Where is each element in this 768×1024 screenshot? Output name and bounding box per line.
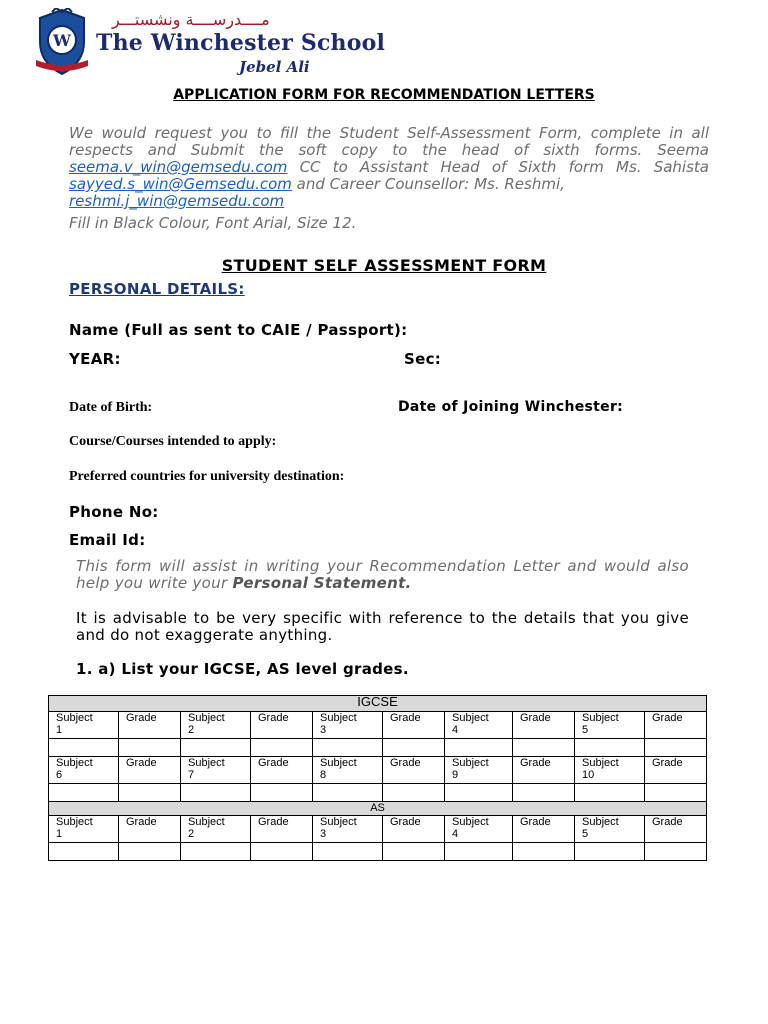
- grade-label-cell: Grade: [645, 816, 707, 843]
- subject-cell: Subject 8: [313, 757, 383, 784]
- table-row-input: [49, 843, 707, 861]
- grade-input-cell[interactable]: [645, 739, 707, 757]
- grade-label-cell: Grade: [383, 816, 445, 843]
- grade-label-cell: Grade: [645, 757, 707, 784]
- subject-input-cell[interactable]: [49, 843, 119, 861]
- email-link-seema[interactable]: seema.v_win@gemsedu.com: [69, 158, 288, 176]
- subject-cell: Subject 10: [575, 757, 645, 784]
- subject-cell: Subject 4: [445, 816, 513, 843]
- subject-input-cell[interactable]: [181, 784, 251, 802]
- subject-cell: Subject 1: [49, 712, 119, 739]
- subject-input-cell[interactable]: [49, 739, 119, 757]
- grade-label-cell: Grade: [383, 757, 445, 784]
- grade-label-cell: Grade: [119, 712, 181, 739]
- form-title: STUDENT SELF ASSESSMENT FORM: [221, 256, 547, 275]
- grade-input-cell[interactable]: [119, 843, 181, 861]
- grade-input-cell[interactable]: [119, 784, 181, 802]
- subject-cell: Subject 5: [575, 712, 645, 739]
- subject-cell: Subject 2: [181, 816, 251, 843]
- intro-text-cc: CC to Assistant Head of Sixth form Ms. Sahista: [287, 158, 709, 176]
- grade-label-cell: Grade: [383, 712, 445, 739]
- subject-input-cell[interactable]: [575, 739, 645, 757]
- igcse-header: IGCSE: [49, 696, 707, 712]
- subject-input-cell[interactable]: [181, 739, 251, 757]
- grade-input-cell[interactable]: [513, 784, 575, 802]
- joining-date-field-label: Date of Joining Winchester:: [398, 399, 624, 415]
- subject-input-cell[interactable]: [313, 843, 383, 861]
- subject-cell: Subject 2: [181, 712, 251, 739]
- intro-paragraph: [69, 125, 709, 210]
- year-field-label: YEAR:: [69, 350, 121, 368]
- dob-field-label: Date of Birth:: [69, 400, 153, 415]
- name-field-label: Name (Full as sent to CAIE / Passport):: [69, 321, 408, 339]
- school-location: Jebel Ali: [239, 58, 310, 76]
- table-row: [49, 816, 707, 843]
- table-row-input: [49, 739, 707, 757]
- grade-label-cell: Grade: [119, 757, 181, 784]
- subject-cell: Subject 3: [313, 816, 383, 843]
- section-field-label: Sec:: [404, 350, 442, 368]
- school-name: The Winchester School: [96, 30, 386, 56]
- info-bold-text: Personal Statement.: [232, 574, 412, 592]
- grade-input-cell[interactable]: [251, 843, 313, 861]
- subject-cell: Subject 6: [49, 757, 119, 784]
- subject-input-cell[interactable]: [445, 784, 513, 802]
- subject-cell: Subject 4: [445, 712, 513, 739]
- grade-input-cell[interactable]: [645, 784, 707, 802]
- grades-table: [48, 695, 707, 861]
- grade-label-cell: Grade: [645, 712, 707, 739]
- subject-input-cell[interactable]: [575, 784, 645, 802]
- grade-label-cell: Grade: [513, 816, 575, 843]
- grade-input-cell[interactable]: [513, 739, 575, 757]
- grade-input-cell[interactable]: [251, 739, 313, 757]
- grade-input-cell[interactable]: [119, 739, 181, 757]
- grade-label-cell: Grade: [513, 712, 575, 739]
- grade-label-cell: Grade: [119, 816, 181, 843]
- grade-input-cell[interactable]: [513, 843, 575, 861]
- subject-cell: Subject 1: [49, 816, 119, 843]
- grade-input-cell[interactable]: [251, 784, 313, 802]
- info-paragraph: [76, 558, 689, 592]
- grade-label-cell: Grade: [513, 757, 575, 784]
- email-field-label: Email Id:: [69, 531, 146, 549]
- table-row: [49, 712, 707, 739]
- grade-input-cell[interactable]: [383, 784, 445, 802]
- subject-input-cell[interactable]: [445, 739, 513, 757]
- subject-cell: Subject 5: [575, 816, 645, 843]
- grade-input-cell[interactable]: [645, 843, 707, 861]
- email-link-reshmi[interactable]: reshmi.j_win@gemsedu.com: [69, 192, 285, 210]
- subject-input-cell[interactable]: [313, 784, 383, 802]
- countries-field-label: Preferred countries for university destination:: [69, 469, 345, 484]
- subject-cell: Subject 9: [445, 757, 513, 784]
- intro-text-counsellor: and Career Counsellor: Ms. Reshmi,: [291, 175, 565, 193]
- grade-label-cell: Grade: [251, 712, 313, 739]
- section-heading: PERSONAL DETAILS:: [69, 280, 245, 298]
- page-title: APPLICATION FORM FOR RECOMMENDATION LETTERS: [173, 87, 595, 103]
- phone-field-label: Phone No:: [69, 503, 159, 521]
- format-note: Fill in Black Colour, Font Arial, Size 12.: [69, 214, 357, 232]
- subject-input-cell[interactable]: [181, 843, 251, 861]
- as-header: AS: [49, 802, 707, 816]
- subject-input-cell[interactable]: [49, 784, 119, 802]
- grade-label-cell: Grade: [251, 757, 313, 784]
- advice-paragraph: It is advisable to be very specific with reference to the details that you give and do not exaggerate anything.: [76, 609, 689, 644]
- school-crest-icon: [34, 8, 90, 76]
- table-row: [49, 757, 707, 784]
- grade-label-cell: Grade: [251, 816, 313, 843]
- question-1: 1. a) List your IGCSE, AS level grades.: [76, 660, 409, 678]
- grade-input-cell[interactable]: [383, 843, 445, 861]
- subject-cell: Subject 3: [313, 712, 383, 739]
- email-link-sayyed[interactable]: sayyed.s_win@Gemsedu.com: [69, 175, 292, 193]
- grade-input-cell[interactable]: [383, 739, 445, 757]
- subject-input-cell[interactable]: [575, 843, 645, 861]
- school-name-arabic: مــــدرســــة ونشستـــر: [112, 10, 270, 29]
- courses-field-label: Course/Courses intended to apply:: [69, 434, 277, 449]
- school-logo: [34, 8, 386, 80]
- subject-input-cell[interactable]: [445, 843, 513, 861]
- table-row-input: [49, 784, 707, 802]
- subject-input-cell[interactable]: [313, 739, 383, 757]
- subject-cell: Subject 7: [181, 757, 251, 784]
- intro-text: We would request you to fill the Student Self-Assessment Form, complete in all respects and Submit the soft copy to the head of sixth forms. Seema: [69, 124, 709, 159]
- svg-text:W: W: [53, 31, 71, 50]
- info-text: This form will assist in writing your Recommendation Letter and would also help you write your: [76, 557, 689, 592]
